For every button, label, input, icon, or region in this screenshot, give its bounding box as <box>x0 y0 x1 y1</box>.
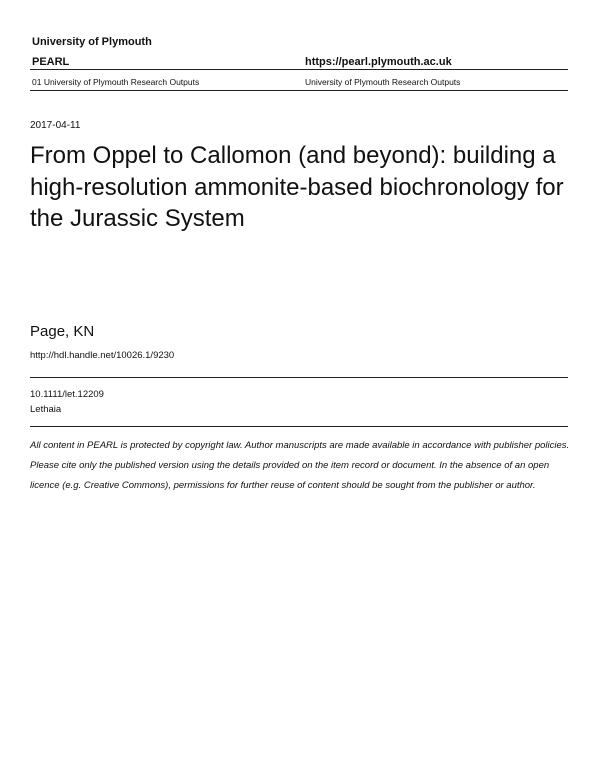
record-divider-top <box>30 377 568 378</box>
collection-left: 01 University of Plymouth Research Outputs <box>32 77 200 87</box>
doi: 10.1111/let.12209 <box>30 389 104 400</box>
collection-right: University of Plymouth Research Outputs <box>305 77 461 87</box>
copyright-notice: All content in PEARL is protected by copyright law. Author manuscripts are made available in accordance with publisher policies. Please cite only the published version using the details provided on the item record or document. In the absence of an open licence (e.g. Creative Commons), permissions for further reuse of content should be sought from the publisher or author. <box>30 440 570 491</box>
record-divider-bottom <box>30 426 568 427</box>
repository-name: PEARL <box>32 56 70 68</box>
header-bottom-divider <box>30 90 568 91</box>
institution-name: University of Plymouth <box>32 36 152 48</box>
publication-date: 2017-04-11 <box>30 120 81 131</box>
header-top-divider <box>30 69 568 70</box>
handle-link[interactable]: http://hdl.handle.net/10026.1/9230 <box>30 350 175 361</box>
author-name: Page, KN <box>30 323 95 340</box>
repository-url[interactable]: https://pearl.plymouth.ac.uk <box>305 56 452 68</box>
journal-name: Lethaia <box>30 404 62 415</box>
document-title: From Oppel to Callomon (and beyond): building a high-resolution ammonite-based biochronology for the Jurassic System <box>30 142 564 232</box>
